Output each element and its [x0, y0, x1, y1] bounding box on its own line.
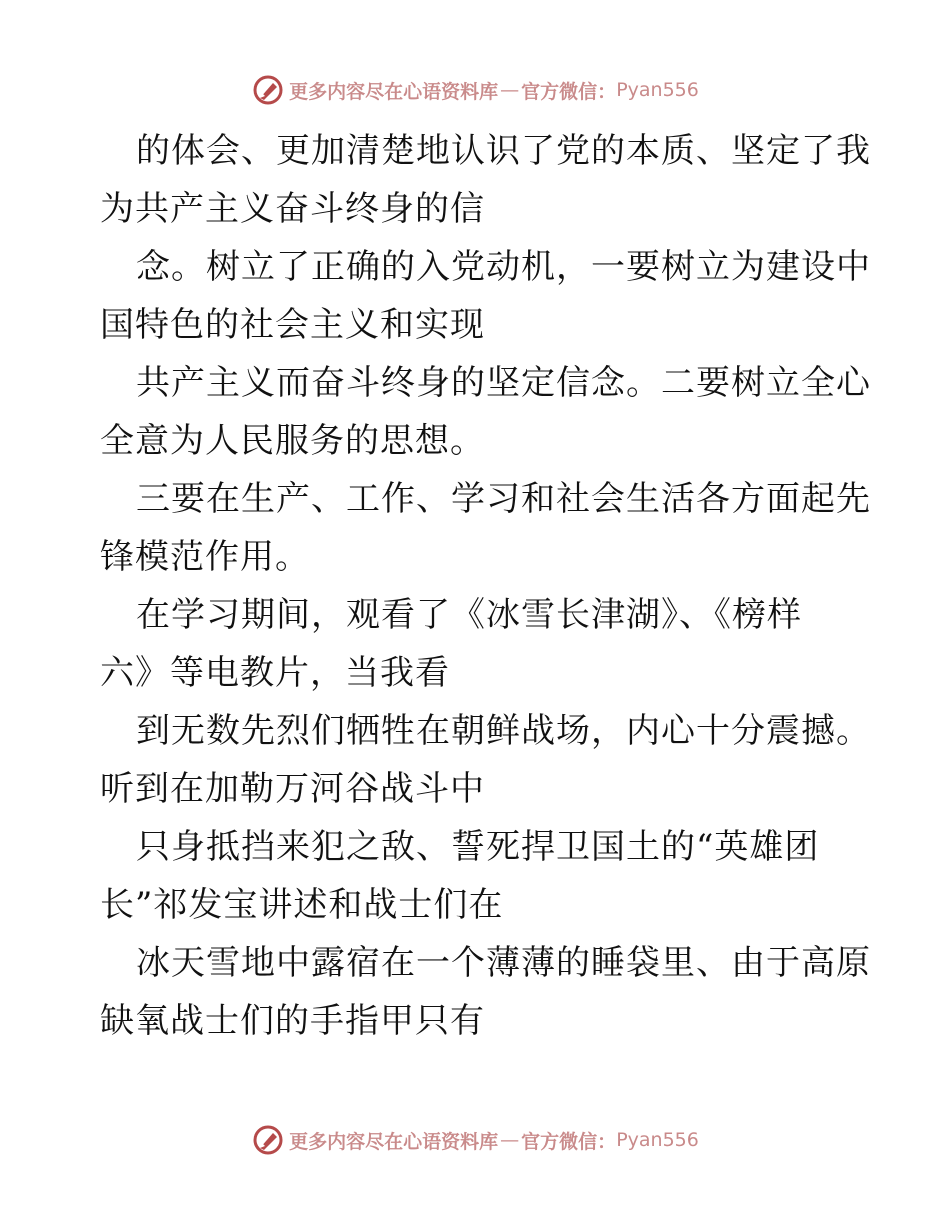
- text-line: 锋模范作用。: [100, 537, 310, 577]
- text-line: 三要在生产、工作、学习和社会生活各方面起先: [136, 479, 871, 519]
- footer-separator: —: [500, 1129, 520, 1151]
- text-line: 全意为人民服务的思想。: [100, 421, 485, 461]
- pen-nib-logo-icon: [251, 73, 285, 107]
- text-line: 在学习期间，观看了《冰雪长津湖》、《榜样: [136, 595, 802, 635]
- text-line: 念。树立了正确的入党动机，一要树立为建设中: [136, 247, 871, 287]
- text-line: 缺氧战士们的手指甲只有: [100, 1001, 485, 1041]
- text-line: 为共产主义奋斗终身的信: [100, 189, 485, 229]
- footer-official-label: 官方微信：: [521, 1130, 617, 1153]
- text-line: 长”祁发宝讲述和战士们在: [100, 885, 504, 925]
- header-watermark: [0, 70, 950, 110]
- header-brand-text: 更多内容尽在心语资料库: [289, 80, 499, 103]
- header-separator: —: [500, 79, 520, 101]
- text-line: 的体会、更加清楚地认识了党的本质、坚定了我: [136, 131, 871, 171]
- text-line: 国特色的社会主义和实现: [100, 305, 485, 345]
- header-official-label: 官方微信：: [521, 80, 617, 103]
- text-line: 冰天雪地中露宿在一个薄薄的睡袋里、由于高原: [136, 943, 871, 983]
- text-line: 只身抵挡来犯之敌、誓死捍卫国土的“英雄团: [136, 827, 820, 867]
- footer-wechat-id: Pyan556: [616, 1129, 699, 1151]
- header-wechat-id: Pyan556: [616, 79, 699, 101]
- text-line: 到无数先烈们牺牲在朝鲜战场，内心十分震撼。: [136, 711, 871, 751]
- document-body: [100, 122, 871, 1050]
- text-line: 六》等电教片，当我看: [100, 653, 450, 693]
- pen-nib-logo-icon: [251, 1123, 285, 1157]
- text-line: 共产主义而奋斗终身的坚定信念。二要树立全心: [136, 363, 871, 403]
- footer-brand-text: 更多内容尽在心语资料库: [289, 1130, 499, 1153]
- text-line: 听到在加勒万河谷战斗中: [100, 769, 485, 809]
- footer-watermark: [0, 1120, 950, 1160]
